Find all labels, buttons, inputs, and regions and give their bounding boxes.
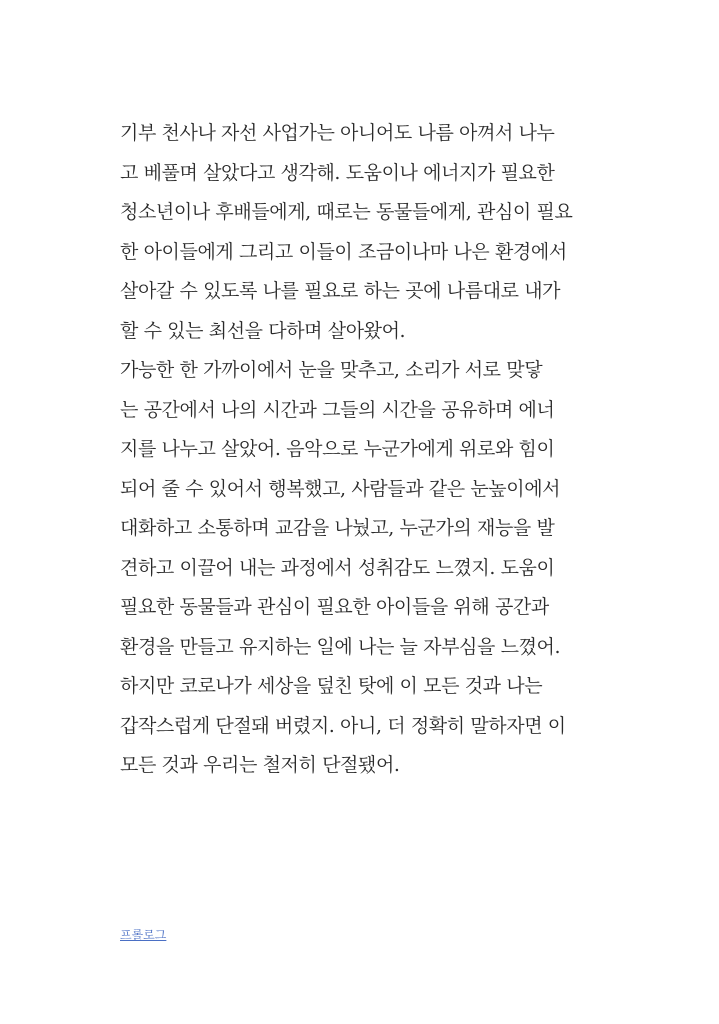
paragraph-3 [120, 671, 590, 790]
text-line: 고 베풀며 살았다고 생각해. 도움이나 에너지가 필요한 [120, 161, 555, 184]
text-line: 환경을 만들고 유지하는 일에 나는 늘 자부심을 느꼈어. [120, 635, 561, 658]
text-line: 필요한 동물들과 관심이 필요한 아이들을 위해 공간과 [120, 596, 549, 618]
paragraph-2 [120, 355, 590, 671]
body-text [120, 118, 590, 790]
text-line: 견하고 이끌어 내는 과정에서 성취감도 느꼈지. 도움이 [120, 556, 555, 579]
text-line: 대화하고 소통하며 교감을 나눴고, 누군가의 재능을 발 [120, 517, 555, 539]
paragraph-1 [120, 118, 590, 355]
text-line: 되어 줄 수 있어서 행복했고, 사람들과 같은 눈높이에서 [120, 477, 561, 500]
text-line: 청소년이나 후배들에게, 때로는 동물들에게, 관심이 필요 [120, 201, 573, 223]
text-line: 갑작스럽게 단절돼 버렸지. 아니, 더 정확히 말하자면 이 [120, 714, 566, 737]
text-line: 하지만 코로나가 세상을 덮친 탓에 이 모든 것과 나는 [120, 675, 543, 697]
text-line: 모든 것과 우리는 철저히 단절됐어. [120, 754, 400, 776]
text-line: 가능한 한 가까이에서 눈을 맞추고, 소리가 서로 맞닿 [120, 359, 543, 381]
text-line: 지를 나누고 살았어. 음악으로 누군가에게 위로와 힘이 [120, 438, 555, 460]
text-line: 는 공간에서 나의 시간과 그들의 시간을 공유하며 에너 [120, 398, 555, 421]
prologue-link[interactable]: 프롤로그 [120, 928, 167, 942]
text-line: 기부 천사나 자선 사업가는 아니어도 나름 아껴서 나누 [120, 122, 555, 144]
text-line: 한 아이들에게 그리고 이들이 조금이나마 나은 환경에서 [120, 240, 567, 263]
text-line: 할 수 있는 최선을 다하며 살아왔어. [120, 319, 406, 342]
text-line: 살아갈 수 있도록 나를 필요로 하는 곳에 나름대로 내가 [120, 280, 561, 302]
